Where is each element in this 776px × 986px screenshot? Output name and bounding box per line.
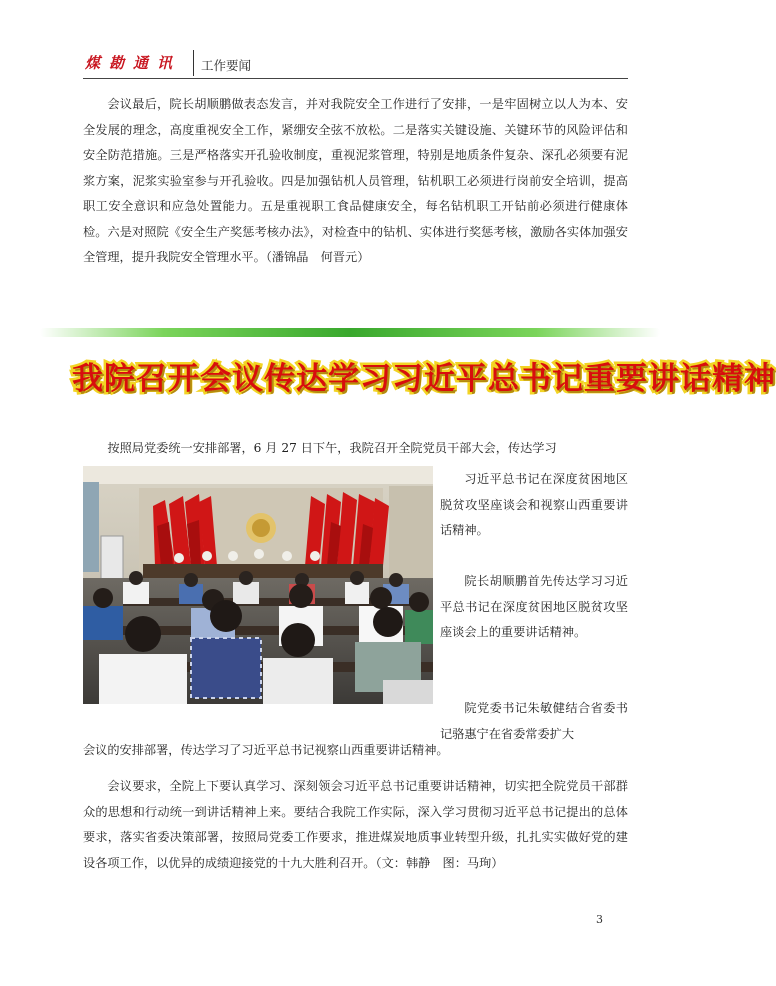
page-header	[83, 48, 628, 80]
closing-paragraph: 会议要求，全院上下要认真学习、深刻领会习近平总书记重要讲话精神，切实把全院党员干部群众的思想和行动统一到讲话精神上来。要结合我院工作实际，深入学习贯彻习近平总书记提出的总体要求，落实省委决策部署，按照局党委工作要求，推进煤炭地质事业转型升级，扎扎实实做好党的建设各项工作，以优异的成绩迎接党的十九大胜利召开。（文：韩静 图：马珣）	[83, 779, 628, 870]
green-divider	[40, 328, 660, 337]
header-rule	[83, 78, 628, 79]
page-number: 3	[596, 913, 603, 926]
publication-brand: 煤勘通讯	[85, 54, 182, 72]
side-paragraph-3: 院党委书记朱敏健结合省委书记骆惠宁在省委常委扩大	[440, 701, 628, 741]
article-lead-line: 按照局党委统一安排部署，6 月 27 日下午，我院召开全院党员干部大会，传达学习	[107, 441, 557, 455]
intro-paragraph: 会议最后，院长胡顺鹏做表态发言，并对我院安全工作进行了安排，一是牢固树立以人为本、安全发展的理念，高度重视安全工作，紧绷安全弦不放松。二是落实关键设施、关键环节的风险评估和安全防范措施。三是严格落实开孔验收制度，重视泥浆管理，特别是地质条件复杂、深孔必须要有泥浆方案，泥浆实验室参与开孔验收。四是加强钻机人员管理，钻机职工必须进行岗前安全培训，提高职工安全意识和应急处置能力。五是重视职工食品健康安全，每名钻机职工开钻前必须进行健康体检。六是对照院《安全生产奖惩考核办法》，对检查中的钻机、实体进行奖惩考核，激励各实体加强安全管理，提升我院安全管理水平。（潘锦晶 何晋元）	[83, 97, 628, 264]
section-title: 工作要闻	[201, 58, 252, 73]
meeting-photo	[83, 466, 433, 704]
side-paragraph-2: 院长胡顺鹏首先传达学习习近平总书记在深度贫困地区脱贫攻坚座谈会上的重要讲话精神。	[440, 574, 628, 639]
side-paragraph-1: 习近平总书记在深度贫困地区脱贫攻坚座谈会和视察山西重要讲话精神。	[440, 472, 628, 537]
article-headline: 我院召开会议传达学习习近平总书记重要讲话精神	[72, 361, 776, 397]
paragraph-3-continuation: 会议的安排部署，传达学习了习近平总书记视察山西重要讲话精神。	[83, 743, 449, 757]
header-separator	[193, 50, 194, 76]
